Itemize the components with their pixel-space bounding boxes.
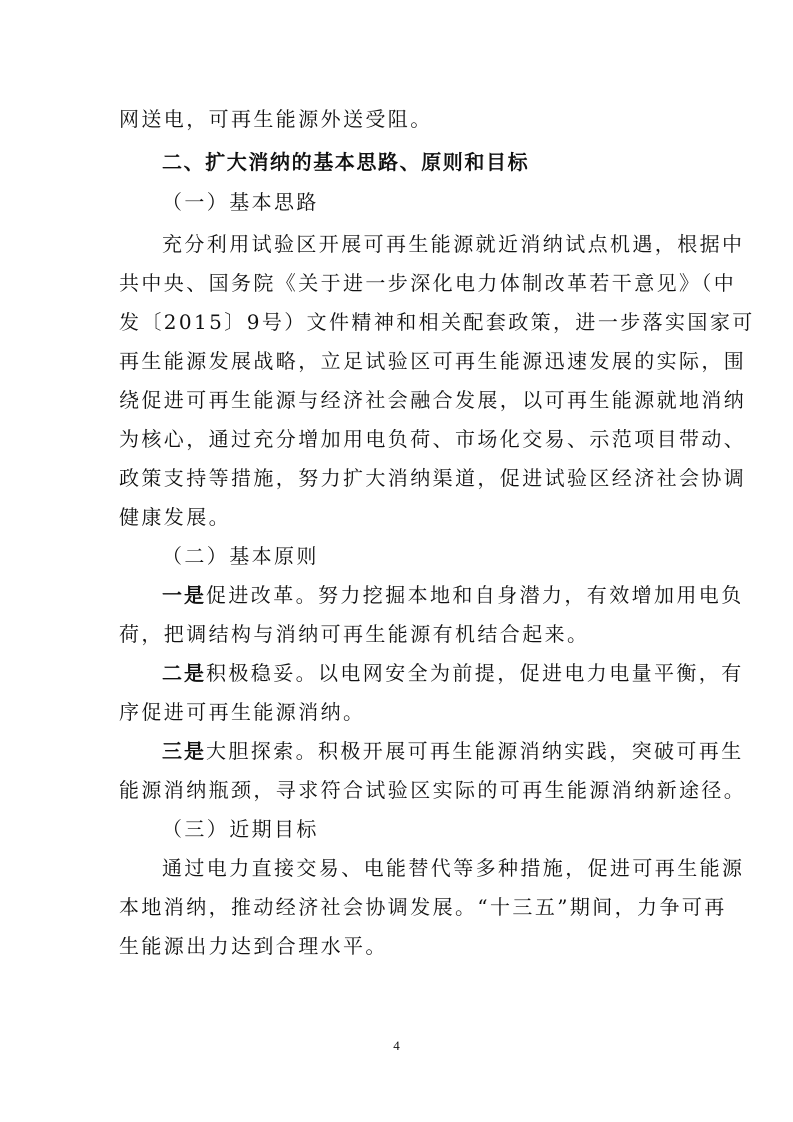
text-line: 再生能源发展战略，立足试验区可再生能源迅速发展的实际，围 — [119, 349, 747, 373]
text-line: 序促进可再生能源消纳。 — [119, 700, 366, 724]
text-line: 为核心，通过充分增加用电负荷、市场化交易、示范项目带动、 — [119, 427, 747, 451]
subsection-heading: （三）近期目标 — [162, 817, 319, 841]
principle-line — [0, 739, 793, 763]
text-line: 充分利用试验区开展可再生能源就近消纳试点机遇，根据中 — [162, 232, 745, 256]
text-line: 通过电力直接交易、电能替代等多种措施，促进可再生能源 — [162, 856, 745, 880]
principle-marker: 二是 — [162, 661, 206, 685]
principle-line — [0, 583, 793, 607]
subsection-heading: （一）基本思路 — [162, 190, 319, 214]
text-line: 健康发展。 — [119, 505, 231, 529]
principle-line — [0, 661, 793, 685]
section-heading: 二、扩大消纳的基本思路、原则和目标 — [162, 150, 530, 174]
subsection-heading: （二）基本原则 — [162, 544, 319, 568]
principle-text: 大胆探索。积极开展可再生能源消纳实践，突破可再生 — [206, 739, 744, 763]
text-line: 生能源出力达到合理水平。 — [119, 934, 388, 958]
text-line: 能源消纳瓶颈，寻求符合试验区实际的可再生能源消纳新途径。 — [119, 778, 747, 802]
text-line: 绕促进可再生能源与经济社会融合发展，以可再生能源就地消纳 — [119, 388, 747, 412]
text-line: 本地消纳，推动经济社会协调发展。“十三五”期间，力争可再 — [119, 895, 727, 919]
text-line: 网送电，可再生能源外送受阻。 — [119, 107, 433, 131]
text-line: 政策支持等措施，努力扩大消纳渠道，促进试验区经济社会协调 — [119, 466, 747, 490]
text-line: 共中央、国务院《关于进一步深化电力体制改革若干意见》（中 — [119, 271, 737, 295]
text-line: 发〔2015〕9号）文件精神和相关配套政策，进一步落实国家可 — [119, 310, 755, 334]
principle-marker: 三是 — [162, 739, 206, 763]
principle-text: 促进改革。努力挖掘本地和自身潜力，有效增加用电负 — [206, 583, 744, 607]
principle-text: 积极稳妥。以电网安全为前提，促进电力电量平衡，有 — [206, 661, 744, 685]
text-line: 荷，把调结构与消纳可再生能源有机结合起来。 — [119, 622, 590, 646]
principle-marker: 一是 — [162, 583, 206, 607]
page-number: 4 — [393, 1038, 400, 1053]
